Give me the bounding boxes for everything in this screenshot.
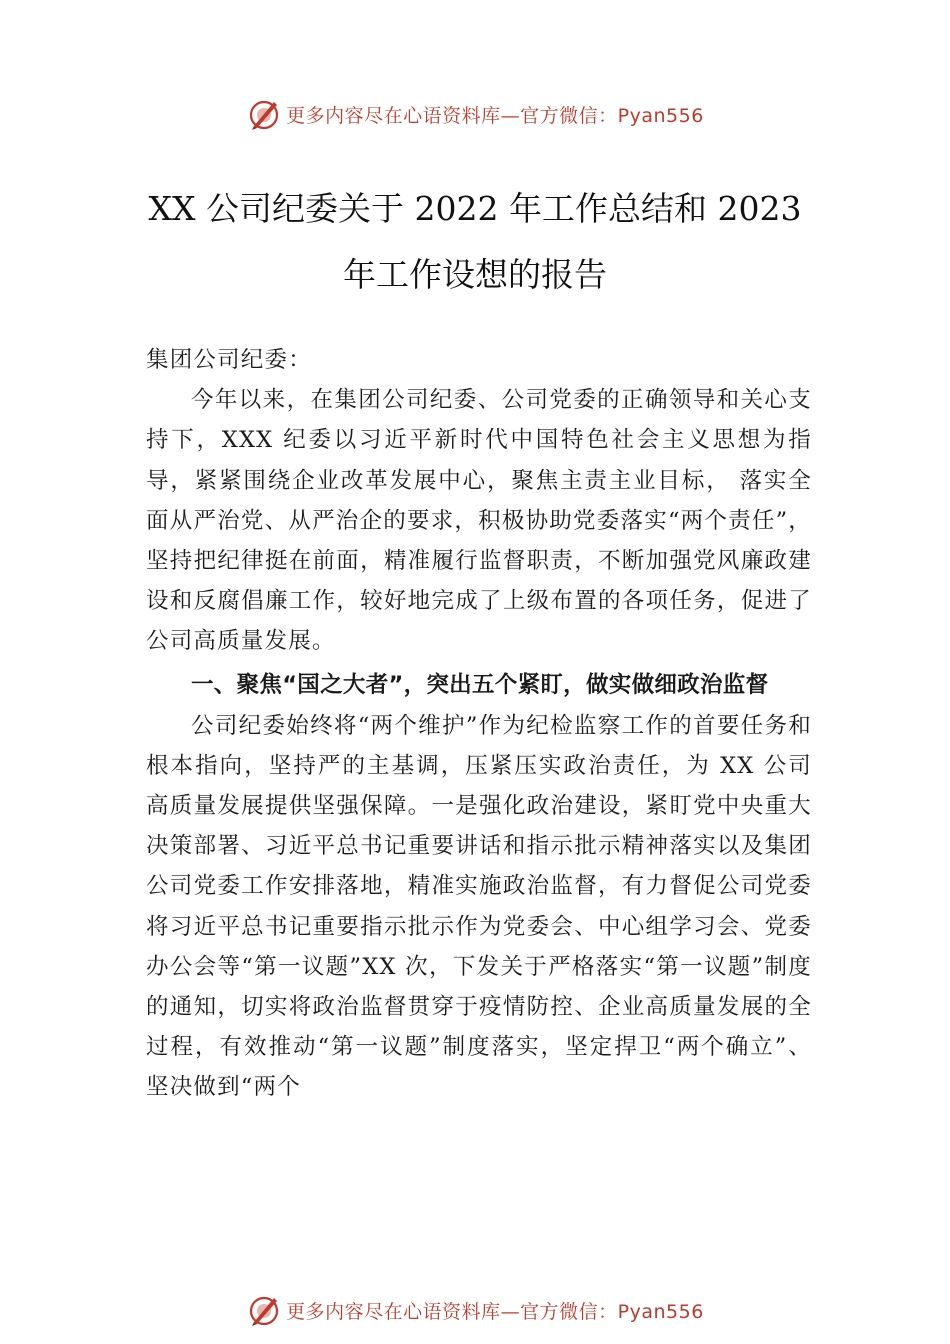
paragraph-political-supervision: 公司纪委始终将“两个维护”作为纪检监察工作的首要任务和根本指向，坚持严的主基调，压紧压实政治责任，为 XX 公司高质量发展提供坚强保障。一是强化政治建设，紧盯党中央重大决策部署、习近平总书记重要讲话和指示批示精神落实以及集团公司党委工作安排落地，精准实施政治监督，有力督促公司党委将习近平总书记重要指示批示作为党委会、中心组学习会、党委办公会等“第一议题”XX 次，下发关于严格落实“第一议题”制度的通知，切实将政治监督贯穿于疫情防控、企业高质量发展的全过程，有效推动“第一议题”制度落实，坚定捍卫“两个确立”、坚决做到“两个 (146, 712, 812, 1101)
wechat-id: Pyan556 (617, 104, 704, 127)
salutation: 集团公司纪委： (146, 347, 312, 373)
pen-circle-icon (246, 1292, 282, 1328)
document-title (120, 176, 830, 308)
pen-circle-icon (246, 96, 282, 132)
footer-banner (0, 1290, 950, 1330)
banner-text: 更多内容尽在心语资料库—官方微信： (286, 1300, 618, 1323)
paragraph-intro: 今年以来，在集团公司纪委、公司党委的正确领导和关心支持下，XXX 纪委以习近平新时代中国特色社会主义思想为指导，紧紧围绕企业改革发展中心，聚焦主责主业目标， 落实全面从严治党、从严治企的要求，积极协助党委落实“两个责任”，坚持把纪律挺在前面，精准履行监督职责，不断加强党风廉政建设和反腐倡廉工作，较好地完成了上级布置的各项任务，促进了公司高质量发展。 (146, 387, 812, 655)
wechat-id: Pyan556 (617, 1300, 704, 1323)
header-banner (0, 94, 950, 134)
title-line-2: 年工作设想的报告 (343, 255, 607, 294)
document-body (146, 340, 812, 1108)
title-line-1: XX 公司纪委关于 2022 年工作总结和 2023 (148, 189, 802, 228)
section-heading-1: 一、聚焦“国之大者”，突出五个紧盯，做实做细政治监督 (191, 671, 769, 698)
banner-text: 更多内容尽在心语资料库—官方微信： (286, 104, 618, 127)
